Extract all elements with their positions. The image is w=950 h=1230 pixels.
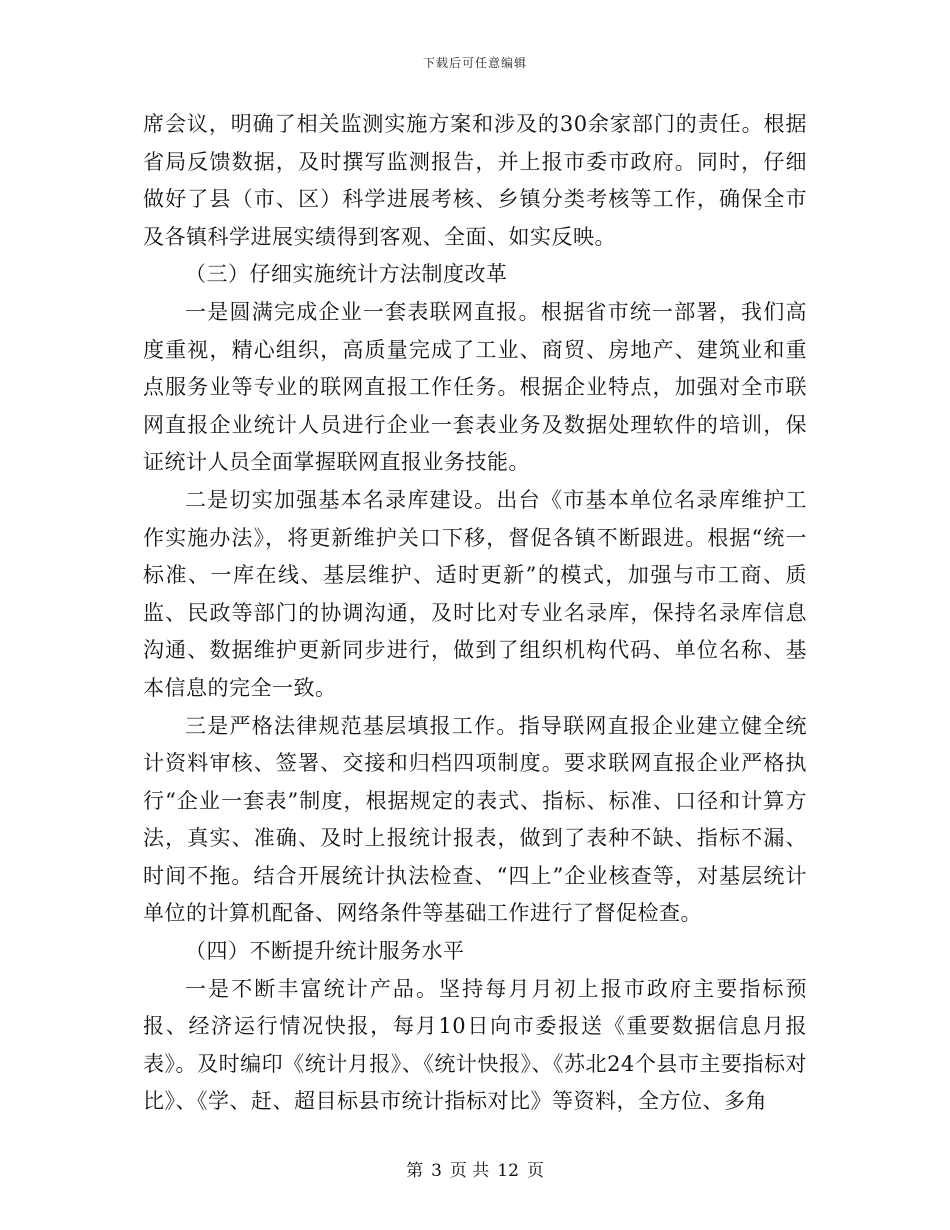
- section-heading-4: （四）不断提升统计服务水平: [185, 939, 465, 964]
- section-heading-3: （三）仔细实施统计方法制度改革: [185, 262, 508, 287]
- footer-middle: 页 共: [449, 1161, 490, 1181]
- paragraph: 三是严格法律规范基层填报工作。指导联网直报企业建立健全统计资料审核、签署、交接和归档四项制度。要求联网直报企业严格执行“企业一套表”制度，根据规定的表式、指标、标准、口径和计算方法，真实、准确、及时上报统计报表，做到了表种不缺、指标不漏、时间不拖。结合开展统计执法检查、“四上”企业核查等，对基层统计单位的计算机配备、网络条件等基础工作进行了督促检查。: [143, 713, 807, 926]
- document-body: [143, 106, 807, 1121]
- footer-suffix: 页: [526, 1161, 544, 1181]
- page-footer: [0, 1156, 950, 1181]
- footer-prefix: 第: [406, 1161, 424, 1181]
- page-header-note: 下载后可任意编辑: [422, 56, 527, 70]
- paragraph: 二是切实加强基本名录库建设。出台《市基本单位名录库维护工作实施办法》，将更新维护关口下移，督促各镇不断跟进。根据“统一标准、一库在线、基层维护、适时更新”的模式，加强与市工商、质监、民政等部门的协调沟通，及时比对专业名录库，保持名录库信息沟通、数据维护更新同步进行，做到了组织机构代码、单位名称、基本信息的完全一致。: [143, 487, 807, 700]
- footer-total-pages: 12: [497, 1161, 519, 1181]
- paragraph-continuation: 席会议，明确了相关监测实施方案和涉及的30余家部门的责任。根据省局反馈数据，及时撰写监测报告，并上报市委市政府。同时，仔细做好了县（市、区）科学进展考核、乡镇分类考核等工作，确保全市及各镇科学进展实绩得到客观、全面、如实反映。: [143, 112, 807, 249]
- footer-page-number: 3: [431, 1161, 442, 1181]
- paragraph: 一是圆满完成企业一套表联网直报。根据省市统一部署，我们高度重视，精心组织，高质量完成了工业、商贸、房地产、建筑业和重点服务业等专业的联网直报工作任务。根据企业特点，加强对全市联网直报企业统计人员进行企业一套表业务及数据处理软件的培训，保证统计人员全面掌握联网直报业务技能。: [143, 299, 807, 475]
- paragraph: 一是不断丰富统计产品。坚持每月月初上报市政府主要指标预报、经济运行情况快报，每月10日向市委报送《重要数据信息月报表》。及时编印《统计月报》、《统计快报》、《苏北24个县市主要指标对比》、《学、赶、超目标县市统计指标对比》等资料，全方位、多角: [143, 976, 807, 1114]
